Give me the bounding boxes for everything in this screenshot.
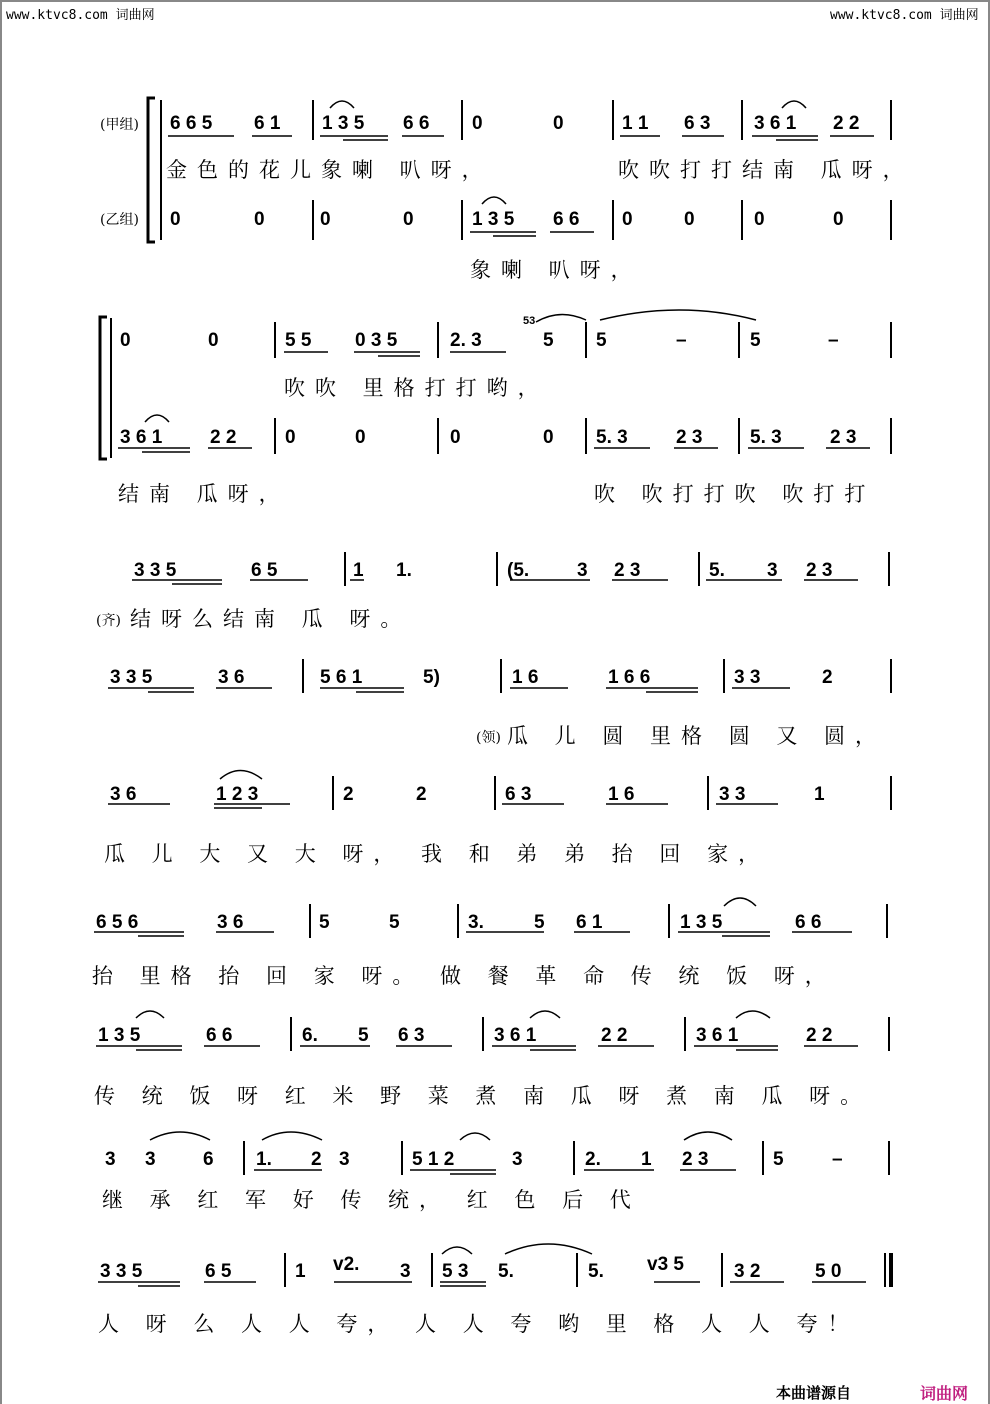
note-group: 1 6 [608, 784, 635, 805]
unison-label: (齐) [96, 613, 121, 629]
note-group: 2 [311, 1149, 322, 1170]
note-group: 5) [423, 667, 440, 688]
note-group: 2 3 [806, 560, 833, 581]
note-group: 2 2 [210, 427, 237, 448]
note-group: 3 3 5 [134, 560, 177, 581]
note-group: 6 3 [398, 1025, 425, 1046]
note-group: 0 [355, 427, 366, 448]
note-group: 1 [295, 1261, 306, 1282]
note-group: 6 5 [251, 560, 278, 581]
group-b-label: (乙组) [100, 212, 139, 228]
note-group: 5 [358, 1025, 369, 1046]
lyric-line: 金色的花儿象喇 叭呀， [166, 158, 493, 182]
note-group: 3 [400, 1261, 411, 1282]
slur [736, 1011, 770, 1018]
lyric-line: 吹吹打打结南 瓜呀， [618, 158, 914, 182]
slur [442, 1247, 472, 1254]
note-group: 0 [208, 330, 219, 351]
note-group: 3 [145, 1149, 156, 1170]
note-group: 2 [822, 667, 833, 688]
slur [136, 1011, 164, 1018]
note-group: 3 3 5 [100, 1261, 143, 1282]
note-group: – [832, 1149, 843, 1170]
note-group: 1 2 3 [216, 784, 259, 805]
note-group: 6 6 [206, 1025, 233, 1046]
note-group: 6 6 5 [170, 113, 213, 134]
note-group: 3 6 [218, 667, 245, 688]
note-group: – [676, 330, 687, 351]
lyric-line: 抬 里格 抬 回 家 呀。 做 餐 革 命 传 统 饭 呀， [92, 964, 836, 988]
note-group: 0 [543, 427, 554, 448]
note-group: 1. [396, 560, 412, 581]
note-group: 5 [389, 912, 400, 933]
lyric-line: 吹 吹打打吹 吹打打 [594, 482, 876, 506]
note-group: 3 3 [719, 784, 746, 805]
watermark-left: www.ktvc8.com 词曲网 [6, 8, 155, 23]
note-group: (5. [507, 560, 530, 581]
grace-note: 53 [523, 315, 536, 327]
note-group: 0 [833, 209, 844, 230]
note-group: 2 3 [676, 427, 703, 448]
note-group: 0 [622, 209, 633, 230]
group-a-label: (甲组) [100, 117, 139, 133]
slur [145, 415, 169, 422]
note-group: 6. [302, 1025, 318, 1046]
note-group: 3 6 [217, 912, 244, 933]
note-group: 2 2 [601, 1025, 628, 1046]
lyric-line: 继 承 红 军 好 传 统， 红 色 后 代 [102, 1188, 641, 1212]
note-group: 1 [641, 1149, 652, 1170]
note-group: 2. 3 [450, 330, 482, 351]
slur [460, 1133, 490, 1140]
note-group: 1 3 5 [680, 912, 723, 933]
note-group: 0 [254, 209, 265, 230]
note-group: 5. [588, 1261, 604, 1282]
note-group: 6 [203, 1149, 214, 1170]
note-group: 5 1 2 [412, 1149, 455, 1170]
note-group: 1 [353, 560, 364, 581]
note-group: 5 [750, 330, 761, 351]
note-group: 5. 3 [596, 427, 628, 448]
note-group: 1 6 [512, 667, 539, 688]
note-group: 5 [319, 912, 330, 933]
note-group: 2 [416, 784, 427, 805]
watermark-right: www.ktvc8.com 词曲网 [830, 8, 979, 23]
note-group: 1. [256, 1149, 272, 1170]
lyric-line: 瓜 儿 大 又 大 呀， 我 和 弟 弟 抬 回 家， [104, 842, 770, 866]
lyric-line: 象喇 叭呀， [470, 258, 642, 282]
note-group: 0 [450, 427, 461, 448]
note-group: 5 [773, 1149, 784, 1170]
note-group: 5 [534, 912, 545, 933]
note-group: 2 2 [833, 113, 860, 134]
note-group: 2 2 [806, 1025, 833, 1046]
note-group: 6 6 [553, 209, 580, 230]
note-group: 5 [596, 330, 607, 351]
note-group: 2 3 [614, 560, 641, 581]
note-group: 0 [472, 113, 483, 134]
slur [530, 1011, 560, 1018]
note-group: 0 [320, 209, 331, 230]
note-group: 6 1 [576, 912, 603, 933]
note-group: 3 6 1 [696, 1025, 739, 1046]
note-group: 1 3 5 [322, 113, 365, 134]
lyric-line: 结呀么结南 瓜 呀。 [130, 607, 412, 631]
note-group: 1 3 5 [98, 1025, 141, 1046]
note-group: 3 6 1 [120, 427, 163, 448]
note-group: 2 3 [830, 427, 857, 448]
note-group: v3 5 [647, 1254, 684, 1275]
note-group: 5. [709, 560, 725, 581]
footer-label: 本曲谱源自 [776, 1385, 852, 1402]
note-group: 0 [754, 209, 765, 230]
lead-label: (领) [476, 730, 501, 746]
note-group: 2 [343, 784, 354, 805]
note-group: 2 3 [682, 1149, 709, 1170]
note-group: 3 3 5 [110, 667, 153, 688]
note-group: 1 6 6 [608, 667, 651, 688]
note-group: 3 6 1 [494, 1025, 537, 1046]
note-group: 3 [767, 560, 778, 581]
note-group: 3 [512, 1149, 523, 1170]
slur [505, 1244, 592, 1254]
note-group: 1 3 5 [472, 209, 515, 230]
lyric-line: 人 呀 么 人 人 夸， 人 人 夸 哟 里 格 人 人 夸！ [98, 1312, 859, 1336]
note-group: 0 [684, 209, 695, 230]
lyric-line: 吹吹 里格打打哟， [284, 376, 549, 400]
slur [724, 898, 756, 906]
lyric-line: 传 统 饭 呀 红 米 野 菜 煮 南 瓜 呀 煮 南 瓜 呀。 [94, 1084, 872, 1108]
note-group: 3 6 1 [754, 113, 797, 134]
note-group: 3 6 [110, 784, 137, 805]
note-group: 5. 3 [750, 427, 782, 448]
note-group: v2. [333, 1254, 360, 1275]
note-group: 6 6 [403, 113, 430, 134]
slur [330, 101, 354, 108]
note-group: 0 [553, 113, 564, 134]
lyric-line: 瓜 儿 圆 里格 圆 又 圆， [507, 724, 887, 748]
note-group: 3. [468, 912, 484, 933]
note-group: 3 3 [734, 667, 761, 688]
slur [684, 1132, 732, 1140]
slur [600, 310, 756, 320]
note-group: 3 2 [734, 1261, 761, 1282]
system-bracket [100, 317, 107, 459]
note-group: 5 6 1 [320, 667, 363, 688]
note-group: 6 1 [254, 113, 281, 134]
note-group: 6 6 [795, 912, 822, 933]
note-group: 3 [105, 1149, 116, 1170]
note-group: 1 1 [622, 113, 649, 134]
note-group: 0 [403, 209, 414, 230]
note-group: 6 3 [684, 113, 711, 134]
note-group: 2. [585, 1149, 601, 1170]
note-group: 0 [170, 209, 181, 230]
note-group: 5 3 [442, 1261, 469, 1282]
slur [220, 771, 262, 780]
note-group: 6 3 [505, 784, 532, 805]
note-group: 0 [285, 427, 296, 448]
note-group: 3 [339, 1149, 350, 1170]
system-bracket [148, 98, 155, 242]
footer-site-link[interactable]: 词曲网 [920, 1386, 969, 1403]
note-group: 5. [498, 1261, 514, 1282]
slur [262, 1132, 322, 1140]
note-group: – [828, 330, 839, 351]
note-group: 1 [814, 784, 825, 805]
note-group: 5 5 [285, 330, 312, 351]
note-group: 0 3 5 [355, 330, 398, 351]
slur [482, 197, 506, 204]
slur [150, 1132, 210, 1140]
note-group: 6 5 6 [96, 912, 139, 933]
note-group: 6 5 [205, 1261, 232, 1282]
note-group: 0 [120, 330, 131, 351]
slur [782, 101, 806, 108]
slur [536, 314, 586, 322]
lyric-line: 结南 瓜呀， [118, 482, 290, 506]
note-group: 5 0 [815, 1261, 842, 1282]
note-group: 5 [543, 330, 554, 351]
note-group: 3 [577, 560, 588, 581]
